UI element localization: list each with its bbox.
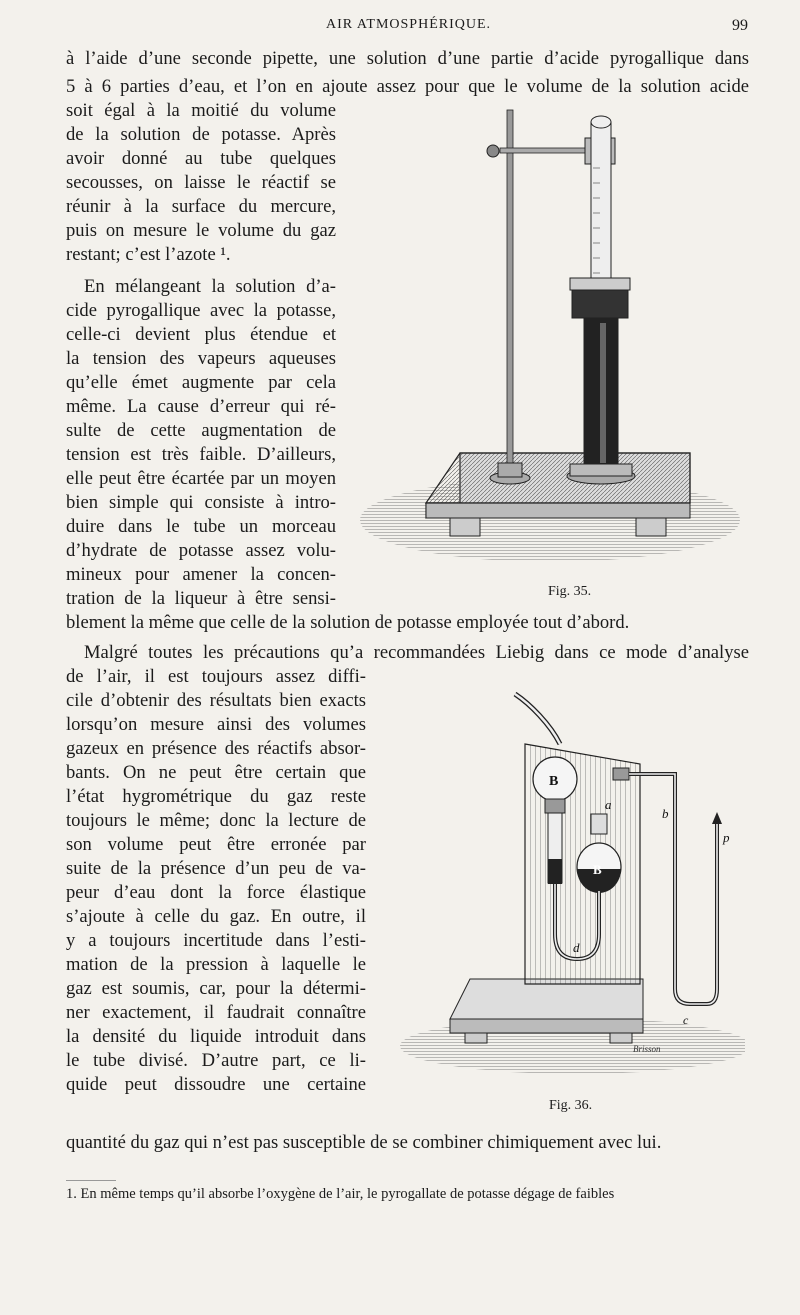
text-line: y a toujours incertitude dans l’esti- [66, 930, 366, 951]
text-line: s’ajoute à celle du gaz. En outre, il [66, 906, 366, 927]
text-line: son volume peut être erronée par [66, 834, 366, 855]
text-line: tration de la liqueur à être sensi- [66, 588, 336, 609]
text-line: de l’air, il est toujours assez diffi- [66, 666, 366, 687]
text-line: cide pyrogallique avec la potasse, [66, 300, 336, 321]
text-line: soit égal à la moitié du volume [66, 100, 336, 121]
text-line: blement la même que celle de la solution de potasse employée tout d’abord. [66, 612, 630, 633]
text-line: toujours le même; donc la lecture de [66, 810, 366, 831]
text-line: sulte de cette augmentation de [66, 420, 336, 441]
footnote-rule [66, 1180, 116, 1181]
page-header [0, 17, 800, 43]
text-line: tension est très faible. D’ailleurs, [66, 444, 336, 465]
text-line: puis on mesure le volume du gaz [66, 220, 336, 241]
text-line: qu’elle émet augmente par cela [66, 372, 336, 393]
text-line: Malgré toutes les précautions qu’a recommandées Liebig dans ce mode d’analyse [84, 642, 749, 663]
text-line: peur d’eau dont la force élastique [66, 882, 366, 903]
text-line: gaz est soumis, car, pour la détermi- [66, 978, 366, 999]
text-line: à l’aide d’une seconde pipette, une solution d’une partie d’acide pyrogallique dans [66, 48, 749, 69]
label-B-lower: B [593, 862, 602, 877]
text-line: la tension des vapeurs aqueuses [66, 348, 336, 369]
label-c: c [683, 1013, 689, 1027]
text-line: En mélangeant la solution d’a- [84, 276, 336, 297]
figure-36-illustration [385, 684, 745, 1084]
text-line: de la solution de potasse. Après [66, 124, 336, 145]
text-line: quide peut dissoudre une certaine [66, 1074, 366, 1095]
text-line: la densité du liquide introduit dans [66, 1026, 366, 1047]
figure-35-caption: Fig. 35. [548, 584, 592, 599]
label-p: p [723, 830, 730, 845]
text-line: d’hydrate de potasse assez volu- [66, 540, 336, 561]
text-line: même. La cause d’erreur qui ré- [66, 396, 336, 417]
text-line: le tube divisé. D’autre part, ce li- [66, 1050, 366, 1071]
text-line: 5 à 6 parties d’eau, et l’on en ajoute assez pour que le volume de la solution acide [66, 76, 749, 97]
text-line: ner exactement, il faudrait connaître [66, 1002, 366, 1023]
label-a: a [605, 797, 612, 812]
figure-35-illustration [360, 108, 745, 578]
running-title: AIR ATMOSPHÉRIQUE. [326, 17, 492, 32]
text-line: celle-ci devient plus étendue et [66, 324, 336, 345]
text-line: l’état hygrométrique du gaz reste [66, 786, 366, 807]
label-d: d [573, 940, 580, 955]
footnote: 1. En même temps qu’il absorbe l’oxygène de l’air, le pyrogallate de potasse dégage de faibles [66, 1186, 615, 1202]
text-line: mation de la pression à laquelle le [66, 954, 366, 975]
text-line: quantité du gaz qui n’est pas susceptible de se combiner chimiquement avec lui. [66, 1132, 662, 1153]
text-line: réunir à la surface du mercure, [66, 196, 336, 217]
text-line: avoir donné au tube quelques [66, 148, 336, 169]
text-line: bants. On ne peut être certain que [66, 762, 366, 783]
label-B-upper: B [549, 774, 559, 789]
text-line: cile d’obtenir des résultats bien exacts [66, 690, 366, 711]
text-line: lorsqu’on mesure ainsi des volumes [66, 714, 366, 735]
page-number: 99 [732, 17, 748, 34]
text-line: restant; c’est l’azote ¹. [66, 244, 231, 265]
text-line: duire dans le tube un morceau [66, 516, 336, 537]
text-line: secousses, on laisse le réactif se [66, 172, 336, 193]
figure-36-caption: Fig. 36. [549, 1098, 593, 1113]
engraver-signature: Brisson [633, 1044, 661, 1054]
label-b: b [662, 806, 669, 821]
text-line: gazeux en présence des réactifs absor- [66, 738, 366, 759]
text-line: bien simple qui consiste à intro- [66, 492, 336, 513]
text-line: elle peut être écartée par un moyen [66, 468, 336, 489]
text-line: suite de la présence d’un peu de va- [66, 858, 366, 879]
text-line: mineux pour amener la concen- [66, 564, 336, 585]
